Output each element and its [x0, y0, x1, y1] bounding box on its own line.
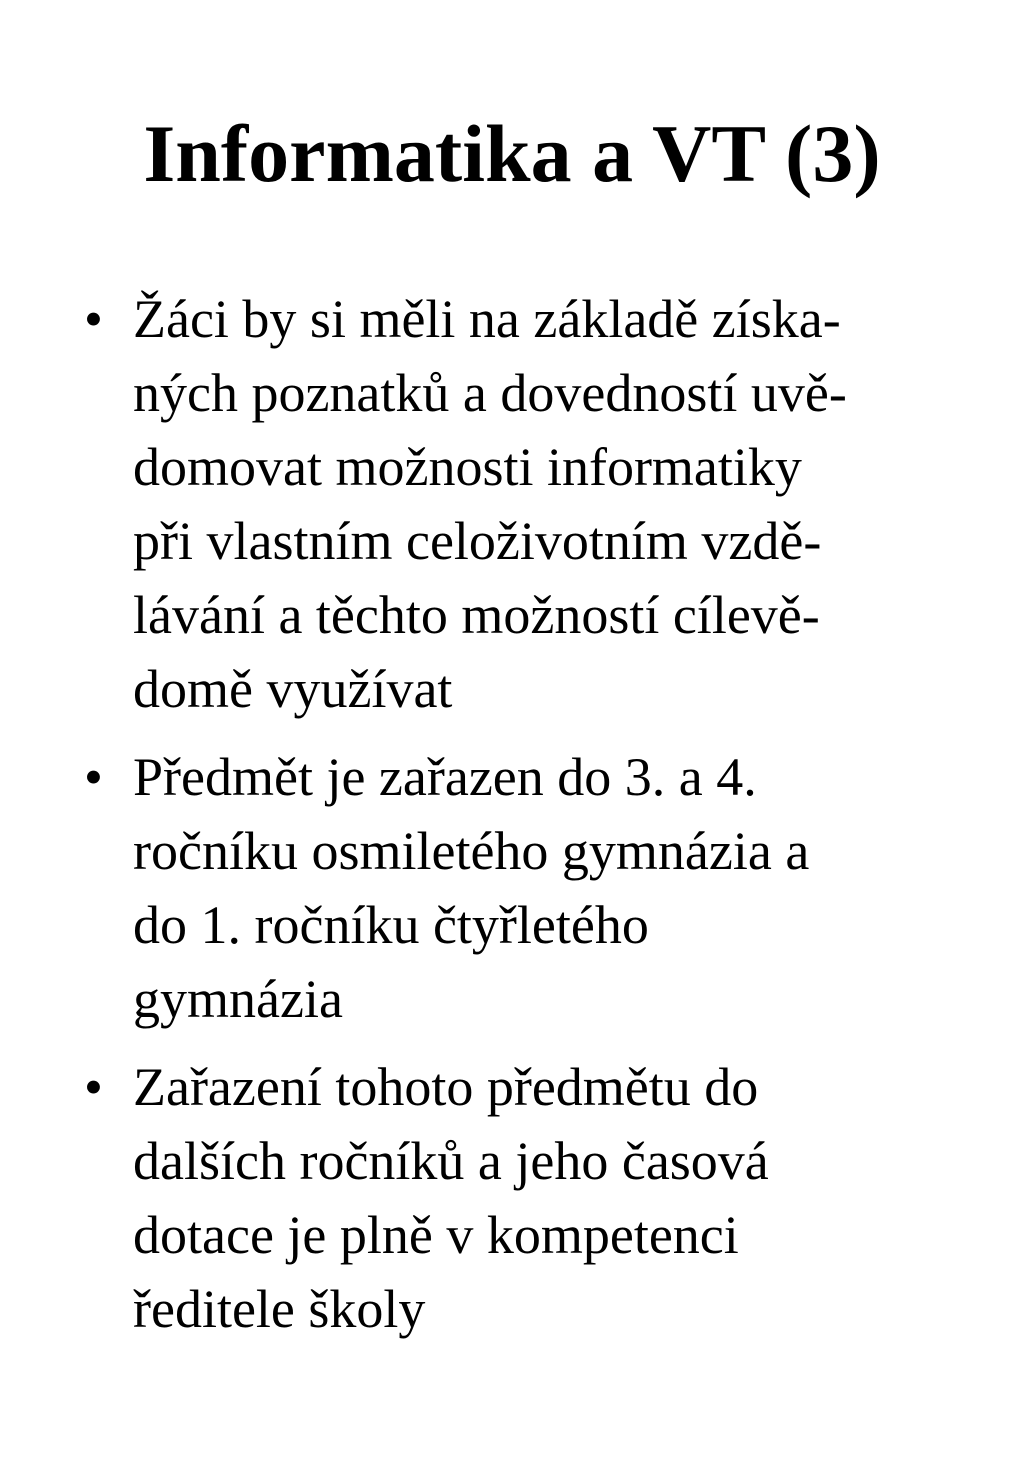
bullet-line: při vlastním celoživotním vzdě- — [133, 511, 822, 571]
bullet-list — [0, 282, 1024, 1360]
bullet-line: dalších ročníků a jeho časová — [133, 1131, 769, 1191]
bullet-line: domě využívat — [133, 659, 453, 719]
bullet-line: domovat možnosti informatiky — [133, 437, 802, 497]
bullet-item — [0, 282, 1024, 726]
bullet-line: do 1. ročníku čtyřletého — [133, 895, 649, 955]
bullet-line: ředitele školy — [133, 1279, 426, 1339]
bullet-line: Předmět je zařazen do 3. a 4. — [133, 747, 757, 807]
bullet-dot-icon: • — [84, 289, 103, 349]
bullet-line: Žáci by si měli na základě získa- — [133, 289, 841, 349]
bullet-line: lávání a těchto možností cílevě- — [133, 585, 820, 645]
bullet-line: dotace je plně v kompetenci — [133, 1205, 739, 1265]
bullet-item — [0, 740, 1024, 1036]
bullet-line: ročníku osmiletého gymnázia a — [133, 821, 810, 881]
bullet-line: Zařazení tohoto předmětu do — [133, 1057, 759, 1117]
bullet-line: gymnázia — [133, 969, 343, 1029]
bullet-dot-icon: • — [84, 1057, 103, 1117]
bullet-line: ných poznatků a dovedností uvě- — [133, 363, 847, 423]
bullet-item — [0, 1050, 1024, 1346]
bullet-dot-icon: • — [84, 747, 103, 807]
slide-title: Informatika a VT (3) — [143, 108, 881, 199]
